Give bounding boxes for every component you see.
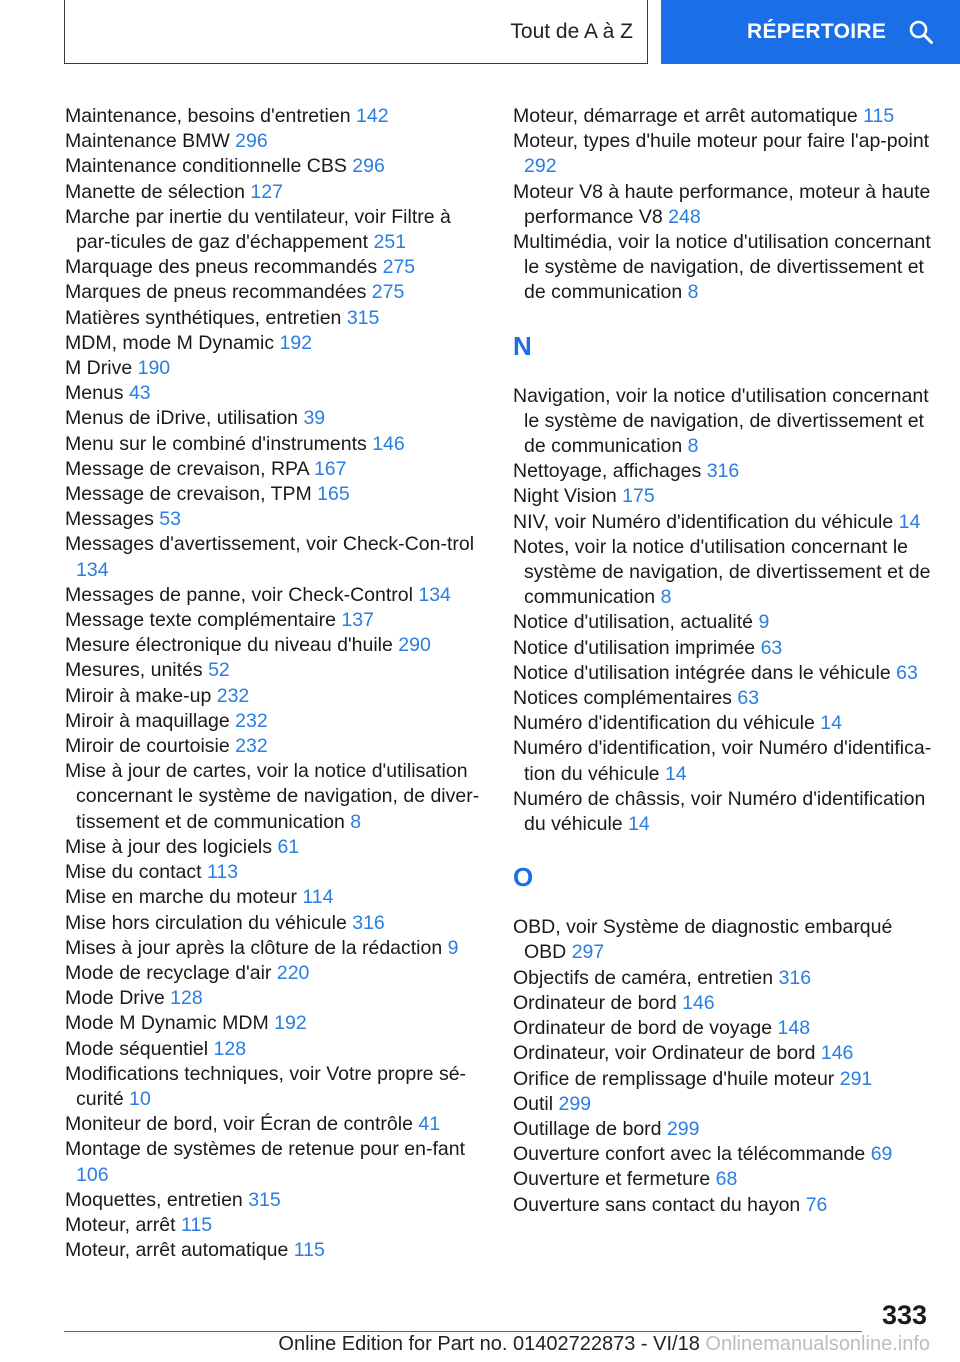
page-link[interactable]: 10 xyxy=(129,1087,151,1110)
index-entry-text: Miroir à maquillage xyxy=(65,709,230,732)
index-entry xyxy=(65,180,485,205)
page-link[interactable]: 167 xyxy=(313,457,347,480)
index-entry-text: M Drive xyxy=(65,357,133,380)
index-entry-text: Ordinateur de bord de voyage xyxy=(513,1017,773,1040)
index-entry-text: Mise du contact xyxy=(65,861,202,884)
index-entry xyxy=(65,255,485,280)
page-link[interactable]: 316 xyxy=(352,911,385,934)
page-link[interactable]: 175 xyxy=(622,485,655,508)
index-entry xyxy=(65,154,485,179)
index-tab-label: RÉPERTOIRE xyxy=(747,20,887,43)
index-entry-text: Ordinateur, voir Ordinateur de bord xyxy=(513,1042,816,1065)
index-entry xyxy=(65,129,485,154)
index-entry-text: Miroir à make-up xyxy=(65,684,212,707)
index-entry-text: Notice d'utilisation intégrée dans le véhicule xyxy=(513,661,891,684)
index-entry xyxy=(513,1016,933,1041)
index-entry-text: Mise à jour des logiciels xyxy=(65,835,273,858)
index-entry-text: Mode de recyclage d'air xyxy=(65,961,272,984)
index-entry-text: Maintenance BMW xyxy=(65,130,230,153)
page-link[interactable]: 134 xyxy=(418,583,451,606)
index-entry-text: Maintenance conditionnelle CBS xyxy=(65,155,347,178)
page-link[interactable]: 134 xyxy=(76,558,109,581)
index-entry xyxy=(65,1188,485,1213)
index-entry-text: Numéro de châssis, voir Numéro d'identification du véhicule xyxy=(513,787,926,836)
page-link[interactable]: 232 xyxy=(235,709,268,732)
page-link[interactable]: 8 xyxy=(687,281,699,304)
index-entry-text: Outil xyxy=(513,1092,554,1115)
page-link[interactable]: 291 xyxy=(839,1067,873,1090)
page-number: 333 xyxy=(881,1300,927,1330)
index-entry xyxy=(513,636,933,661)
page-link[interactable]: 63 xyxy=(896,661,918,684)
page-link[interactable]: 8 xyxy=(687,435,699,458)
page-link[interactable]: 296 xyxy=(235,130,268,153)
index-entry xyxy=(513,711,933,736)
section-title-tab[interactable] xyxy=(64,0,648,64)
index-entry xyxy=(513,915,933,965)
index-entry-text: Multimédia, voir la notice d'utilisation concernant le système de navigation, de divertissement et de communication xyxy=(513,231,931,304)
index-entry xyxy=(65,406,485,431)
index-entry-text: Messages d'avertissement, voir Check-Con-trol xyxy=(65,533,475,556)
section-letter: N xyxy=(513,330,532,361)
index-entry-text: MDM, mode M Dynamic xyxy=(65,331,275,354)
index-entry-text: Mise en marche du moteur xyxy=(65,886,297,909)
index-entry-text: Moteur, arrêt xyxy=(65,1213,176,1236)
index-entry xyxy=(513,686,933,711)
index-entry xyxy=(513,1041,933,1066)
page-link[interactable]: 127 xyxy=(250,180,283,203)
index-entry xyxy=(65,936,485,961)
page-link[interactable]: 299 xyxy=(666,1117,700,1140)
index-entry-text: Moquettes, entretien xyxy=(65,1188,243,1211)
index-entry xyxy=(65,583,485,608)
page-link[interactable]: 146 xyxy=(820,1042,854,1065)
index-entry xyxy=(65,1037,485,1062)
index-entry xyxy=(65,734,485,759)
index-entry xyxy=(65,961,485,986)
page-link[interactable]: 316 xyxy=(778,966,812,989)
index-entry-text: Messages de panne, voir Check-Control xyxy=(65,583,413,606)
index-entry xyxy=(65,1062,485,1112)
index-column-right xyxy=(513,104,933,1218)
page-link[interactable]: 68 xyxy=(715,1168,738,1191)
index-entry xyxy=(65,1213,485,1238)
index-entry-text: Miroir de courtoisie xyxy=(65,735,230,758)
footer-divider xyxy=(64,1331,862,1332)
index-entry-text: NIV, voir Numéro d'identification du véhicule xyxy=(513,510,894,533)
page-link[interactable]: 53 xyxy=(159,508,181,531)
page-link[interactable]: 128 xyxy=(170,987,203,1010)
page-link[interactable]: 232 xyxy=(235,735,268,758)
page-link[interactable]: 232 xyxy=(216,684,250,707)
index-entry-text: Manette de sélection xyxy=(65,180,245,203)
page-link[interactable]: 299 xyxy=(558,1092,592,1115)
index-entry-text: Night Vision xyxy=(513,485,617,508)
page-link[interactable]: 165 xyxy=(317,483,350,506)
footer xyxy=(278,1333,930,1356)
index-entry xyxy=(65,457,485,482)
index-entry xyxy=(513,1092,933,1117)
index-entry xyxy=(513,459,933,484)
search-icon[interactable] xyxy=(908,19,934,45)
index-entry xyxy=(65,381,485,406)
index-entry-text: Message de crevaison, TPM xyxy=(65,483,312,506)
index-entry xyxy=(513,129,933,179)
page-link[interactable]: 275 xyxy=(382,256,416,279)
index-entry xyxy=(65,331,485,356)
index-entry xyxy=(65,658,485,683)
index-entry xyxy=(513,104,933,129)
index-entry-text: Notes, voir la notice d'utilisation concernant le système de navigation, de divertissement et de communication xyxy=(513,535,931,609)
index-column-left xyxy=(65,104,485,1263)
index-entry xyxy=(513,1067,933,1092)
page-link[interactable]: 142 xyxy=(356,105,389,127)
index-entry-text: Ordinateur de bord xyxy=(513,991,677,1014)
page-link[interactable]: 115 xyxy=(293,1239,325,1262)
page-link[interactable]: 192 xyxy=(274,1012,307,1035)
index-entry xyxy=(65,608,485,633)
index-entry-text: Moteur, types d'huile moteur pour faire l'ap-point xyxy=(513,130,930,153)
index-entry-text: Maintenance, besoins d'entretien xyxy=(65,105,351,127)
page-link[interactable]: 115 xyxy=(863,105,895,127)
index-entry-text: Moteur, arrêt automatique xyxy=(65,1239,289,1262)
index-entry-text: Mise hors circulation du véhicule xyxy=(65,911,347,934)
page-link[interactable]: 115 xyxy=(180,1213,213,1236)
index-entry xyxy=(65,507,485,532)
page-link[interactable]: 316 xyxy=(706,460,740,483)
page-link[interactable]: 113 xyxy=(207,861,239,884)
index-entry-text: Ouverture et fermeture xyxy=(513,1168,711,1191)
index-entry xyxy=(513,1167,933,1192)
index-entry-text: Ouverture confort avec la télécommande xyxy=(513,1143,866,1166)
index-entry xyxy=(513,510,933,535)
index-entry-text: Matières synthétiques, entretien xyxy=(65,306,342,329)
index-entry xyxy=(65,1011,485,1036)
index-entry-text: Mesures, unités xyxy=(65,659,203,682)
section-title: Tout de A à Z xyxy=(510,19,633,43)
index-entry xyxy=(65,104,485,129)
page-link[interactable]: 315 xyxy=(346,306,380,329)
index-entry-text: Notice d'utilisation, actualité xyxy=(513,611,754,634)
index-entry xyxy=(65,1238,485,1263)
index-entry xyxy=(513,966,933,991)
page-link[interactable]: 220 xyxy=(276,961,310,984)
page-link[interactable]: 63 xyxy=(760,636,783,659)
index-entry xyxy=(513,1117,933,1142)
index-entry xyxy=(513,661,933,686)
page-link[interactable]: 248 xyxy=(668,205,701,228)
index-entry xyxy=(65,532,485,582)
index-entry xyxy=(513,991,933,1016)
index-entry-text: Menus de iDrive, utilisation xyxy=(65,407,299,430)
index-entry-text: Message de crevaison, RPA xyxy=(65,457,309,480)
page-link[interactable]: 52 xyxy=(208,659,230,682)
page-link[interactable]: 292 xyxy=(524,155,557,178)
index-entry xyxy=(65,835,485,860)
index-entry-text: Modifications techniques, voir Votre propre sé-curité xyxy=(65,1062,467,1110)
page-link[interactable]: 297 xyxy=(571,941,605,964)
page-link[interactable]: 69 xyxy=(870,1143,893,1166)
index-entry-text: Moteur V8 à haute performance, moteur à haute performance V8 xyxy=(513,180,931,228)
index-entry-text: Marche par inertie du ventilateur, voir Filtre à par-ticules de gaz d'échappement xyxy=(65,205,451,254)
index-entry-text: Numéro d'identification du véhicule xyxy=(513,712,815,735)
index-entry-text: Mises à jour après la clôture de la rédaction xyxy=(65,936,443,959)
index-entry-text: Navigation, voir la notice d'utilisation concernant le système de navigation, de divertissement et de communication xyxy=(513,384,929,458)
index-entry-text: Notices complémentaires xyxy=(513,687,732,710)
page-link[interactable]: 8 xyxy=(350,810,362,833)
page-link[interactable]: 63 xyxy=(737,687,760,710)
page-link[interactable]: 128 xyxy=(213,1037,247,1060)
index-entry-text: Menu sur le combiné d'instruments xyxy=(65,432,367,455)
page-link[interactable]: 315 xyxy=(248,1188,281,1211)
page-link[interactable]: 137 xyxy=(341,609,374,632)
index-entry-text: Menus xyxy=(65,382,124,405)
index-entry-text: Mode M Dynamic MDM xyxy=(65,1012,269,1035)
page-link[interactable]: 146 xyxy=(372,432,405,455)
page-link[interactable]: 14 xyxy=(664,762,687,785)
index-entry xyxy=(65,684,485,709)
index-entry xyxy=(65,1137,485,1187)
page-link[interactable]: 9 xyxy=(758,611,770,634)
index-entry xyxy=(65,432,485,457)
index-entry-text: Mode Drive xyxy=(65,987,165,1010)
index-entry-text: Moteur, démarrage et arrêt automatique xyxy=(513,105,858,127)
page-link[interactable]: 114 xyxy=(302,886,334,909)
index-entry xyxy=(65,860,485,885)
page-link[interactable]: 296 xyxy=(352,155,385,178)
edition-text: Online Edition for Part no. 01402722873 - VI/18 xyxy=(278,1333,700,1355)
index-entry xyxy=(65,280,485,305)
index-entry xyxy=(513,484,933,509)
index-tab[interactable] xyxy=(661,0,960,64)
index-entry-text: Numéro d'identification, voir Numéro d'identifica-tion du véhicule xyxy=(513,737,932,785)
index-entry-text: Montage de systèmes de retenue pour en-fant xyxy=(65,1138,465,1161)
index-entry-text: Mesure électronique du niveau d'huile xyxy=(65,634,393,657)
page-link[interactable]: 275 xyxy=(371,281,405,304)
page-link[interactable]: 14 xyxy=(628,813,650,836)
index-entry-text: Mode séquentiel xyxy=(65,1037,209,1060)
index-entry xyxy=(513,1193,933,1218)
index-entry xyxy=(65,759,485,835)
page-link[interactable]: 14 xyxy=(820,712,842,735)
page-link[interactable]: 148 xyxy=(777,1017,811,1040)
page-link[interactable]: 43 xyxy=(128,382,151,405)
index-entry-text: Message texte complémentaire xyxy=(65,609,336,632)
index-entry-text: Marques de pneus recommandées xyxy=(65,281,367,304)
index-entry xyxy=(513,180,933,230)
index-entry xyxy=(513,610,933,635)
index-entry xyxy=(65,356,485,381)
index-entry xyxy=(65,1112,485,1137)
index-entry-text: Marquage des pneus recommandés xyxy=(65,256,378,279)
index-entry-text: Notice d'utilisation imprimée xyxy=(513,636,756,659)
index-entry xyxy=(65,911,485,936)
page-link[interactable]: 8 xyxy=(660,586,672,609)
index-entry xyxy=(513,787,933,837)
index-entry xyxy=(513,535,933,611)
index-entry xyxy=(65,885,485,910)
page-link[interactable]: 146 xyxy=(682,991,715,1014)
page-link[interactable]: 9 xyxy=(447,936,459,959)
page-link[interactable]: 190 xyxy=(137,357,171,380)
index-entry xyxy=(65,205,485,255)
index-entry xyxy=(513,1142,933,1167)
index-entry-text: OBD, voir Système de diagnostic embarqué OBD xyxy=(513,916,893,964)
page-link[interactable]: 290 xyxy=(398,634,431,657)
index-entry-text: Messages xyxy=(65,508,154,531)
index-entry-text: Ouverture sans contact du hayon xyxy=(513,1193,801,1216)
page-link[interactable]: 41 xyxy=(418,1113,441,1136)
index-entry xyxy=(65,482,485,507)
page-link[interactable]: 61 xyxy=(277,835,300,858)
index-entry xyxy=(65,709,485,734)
page-link[interactable]: 192 xyxy=(279,331,313,354)
page-link[interactable]: 14 xyxy=(898,510,921,533)
index-entry-text: Outillage de bord xyxy=(513,1117,662,1140)
page-link[interactable]: 39 xyxy=(303,407,326,430)
page-link[interactable]: 76 xyxy=(805,1193,828,1216)
index-entry xyxy=(65,633,485,658)
page-link[interactable]: 106 xyxy=(76,1163,109,1186)
index-entry xyxy=(513,230,933,306)
section-letter: O xyxy=(513,862,534,893)
index-entry xyxy=(65,986,485,1011)
index-entry-text: Orifice de remplissage d'huile moteur xyxy=(513,1067,835,1090)
index-entry-text: Nettoyage, affichages xyxy=(513,460,702,483)
index-entry-text: Objectifs de caméra, entretien xyxy=(513,966,774,989)
watermark-text: Onlinemanualsonline.info xyxy=(705,1333,930,1355)
index-entry-text: Mise à jour de cartes, voir la notice d'utilisation concernant le système de navigation, de diver-tissement et de communication xyxy=(65,760,480,833)
page-link[interactable]: 251 xyxy=(373,231,407,254)
index-entry xyxy=(513,384,933,460)
index-entry xyxy=(513,736,933,786)
index-entry-text: Moniteur de bord, voir Écran de contrôle xyxy=(65,1113,413,1136)
index-entry xyxy=(65,306,485,331)
